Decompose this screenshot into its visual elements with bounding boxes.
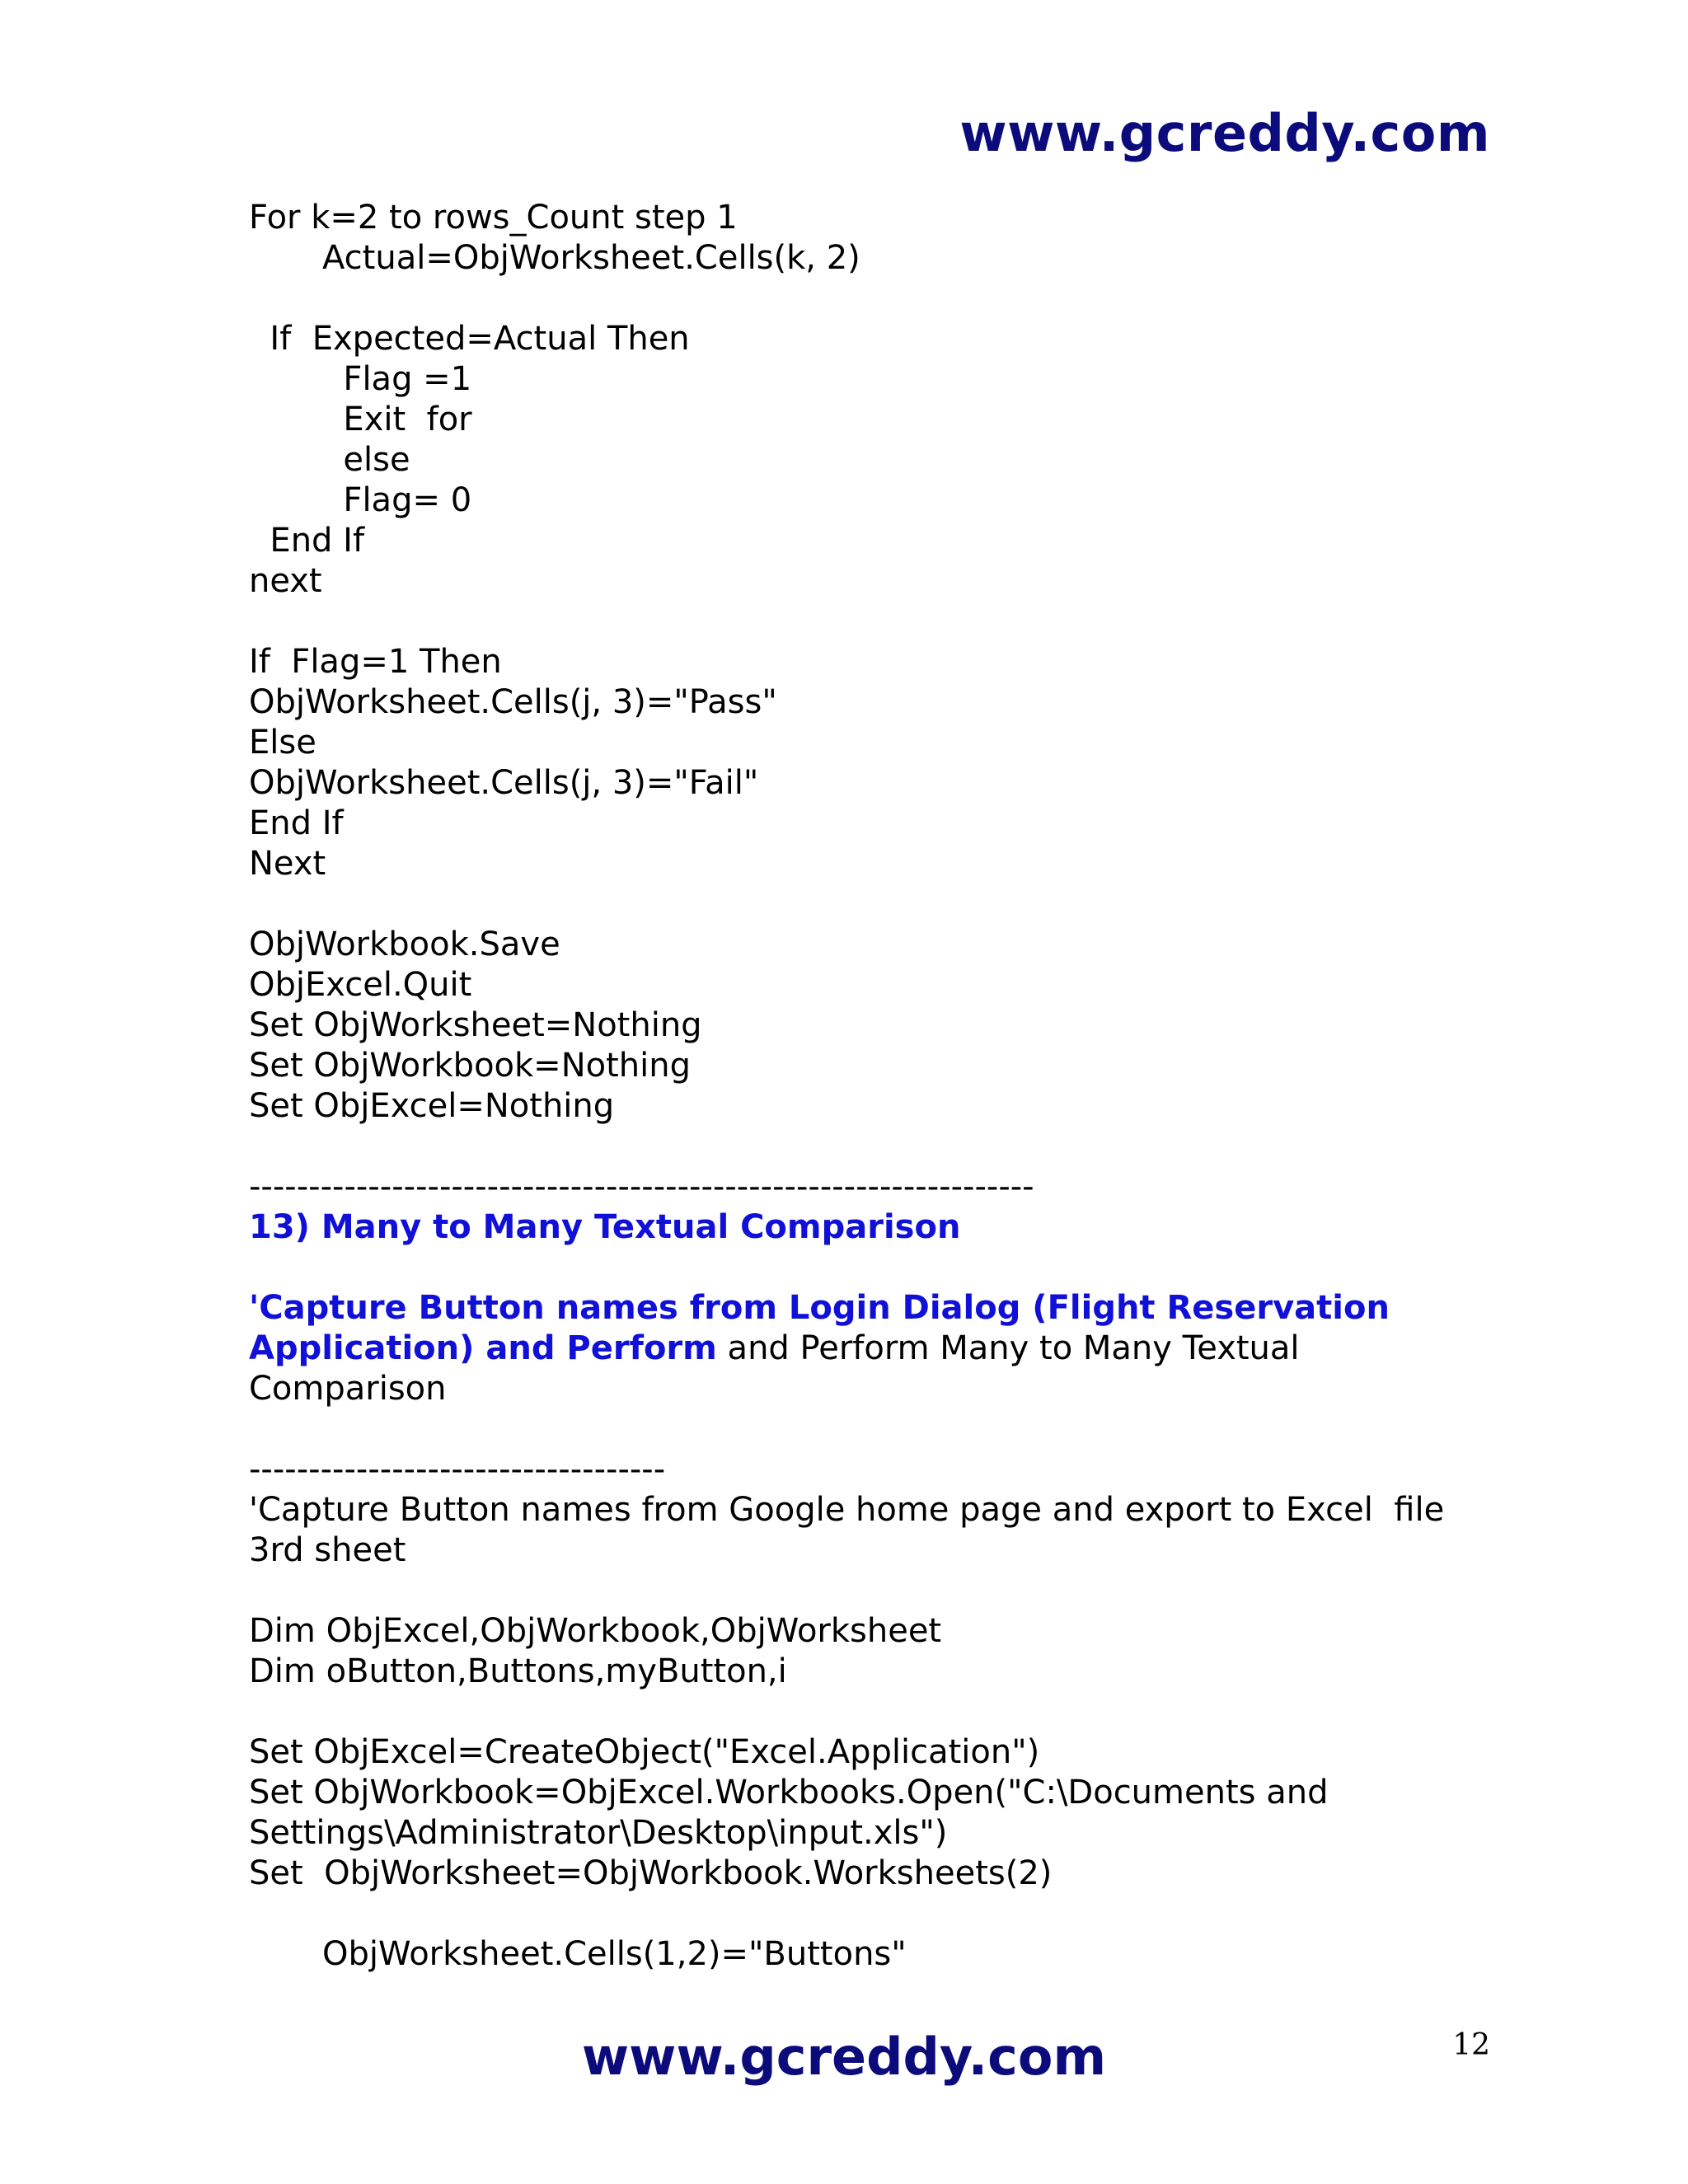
code-block-1 bbox=[249, 198, 1485, 1167]
footer-site-url: www.gcreddy.com bbox=[581, 2027, 1107, 2087]
blank-line bbox=[249, 602, 1485, 642]
code-line: Set ObjWorksheet=ObjWorkbook.Worksheets(2) bbox=[249, 1854, 1053, 1892]
code-line: ObjWorksheet.Cells(j, 3)="Pass" bbox=[249, 683, 777, 721]
code-line: Set ObjWorkbook=Nothing bbox=[249, 1047, 691, 1085]
code-line: Set ObjExcel=Nothing bbox=[249, 1087, 615, 1125]
code-line: else bbox=[249, 441, 410, 479]
blank-line bbox=[249, 1127, 1485, 1167]
code-line: Exit for bbox=[249, 401, 472, 438]
code-line: ObjWorksheet.Cells(1,2)="Buttons" bbox=[249, 1935, 907, 1973]
blank-line bbox=[249, 884, 1485, 925]
code-line: Else bbox=[249, 724, 316, 762]
code-line: If Expected=Actual Then bbox=[249, 320, 690, 358]
description-plain: and Perform Many to Many Textual Comparison bbox=[249, 1329, 1311, 1408]
code-line: Set ObjWorkbook=ObjExcel.Workbooks.Open("C:\Documents and Settings\Administrator\Desktop\input.xls") bbox=[249, 1774, 1339, 1852]
code-line: Flag =1 bbox=[249, 360, 472, 398]
code-line: Set ObjWorksheet=Nothing bbox=[249, 1006, 702, 1044]
code-line: next bbox=[249, 562, 322, 600]
code-line: Next bbox=[249, 845, 326, 883]
blank-line bbox=[249, 279, 1485, 319]
code-line: Dim ObjExcel,ObjWorkbook,ObjWorksheet bbox=[249, 1612, 942, 1650]
separator-short: ----------------------------------- bbox=[249, 1451, 666, 1488]
code-line: End If bbox=[249, 804, 344, 842]
description-bold: 'Capture Button names from Login Dialog (Flight Reservation Application) and Perform bbox=[249, 1289, 1401, 1367]
code-line: ObjExcel.Quit bbox=[249, 966, 472, 1004]
code-line: End If bbox=[249, 522, 365, 560]
blank-line bbox=[249, 1894, 1485, 1934]
header-site-url: www.gcreddy.com bbox=[959, 103, 1490, 163]
separator-long: ------------------------------------------------------------------ bbox=[249, 1168, 1034, 1206]
blank-line bbox=[249, 1409, 1485, 1450]
code-line: Actual=ObjWorksheet.Cells(k, 2) bbox=[249, 239, 860, 277]
page-number: 12 bbox=[1452, 2028, 1490, 2062]
blank-line bbox=[249, 1571, 1485, 1611]
document-body bbox=[249, 198, 1485, 1975]
code-line: ObjWorksheet.Cells(j, 3)="Fail" bbox=[249, 764, 759, 802]
code-line: Dim oButton,Buttons,myButton,i bbox=[249, 1652, 787, 1690]
code-line: For k=2 to rows_Count step 1 bbox=[249, 199, 738, 237]
section-description bbox=[249, 1288, 1485, 1409]
code-block-2 bbox=[249, 1490, 1485, 1975]
code-line: ObjWorkbook.Save bbox=[249, 926, 560, 963]
code-line: Set ObjExcel=CreateObject("Excel.Application") bbox=[249, 1733, 1040, 1771]
section-heading: 13) Many to Many Textual Comparison bbox=[249, 1208, 961, 1246]
code-comment: 'Capture Button names from Google home page and export to Excel file 3rd sheet bbox=[249, 1491, 1455, 1569]
blank-line bbox=[249, 1248, 1485, 1288]
code-line: If Flag=1 Then bbox=[249, 643, 502, 681]
code-line: Flag= 0 bbox=[249, 481, 472, 519]
blank-line bbox=[249, 1692, 1485, 1732]
